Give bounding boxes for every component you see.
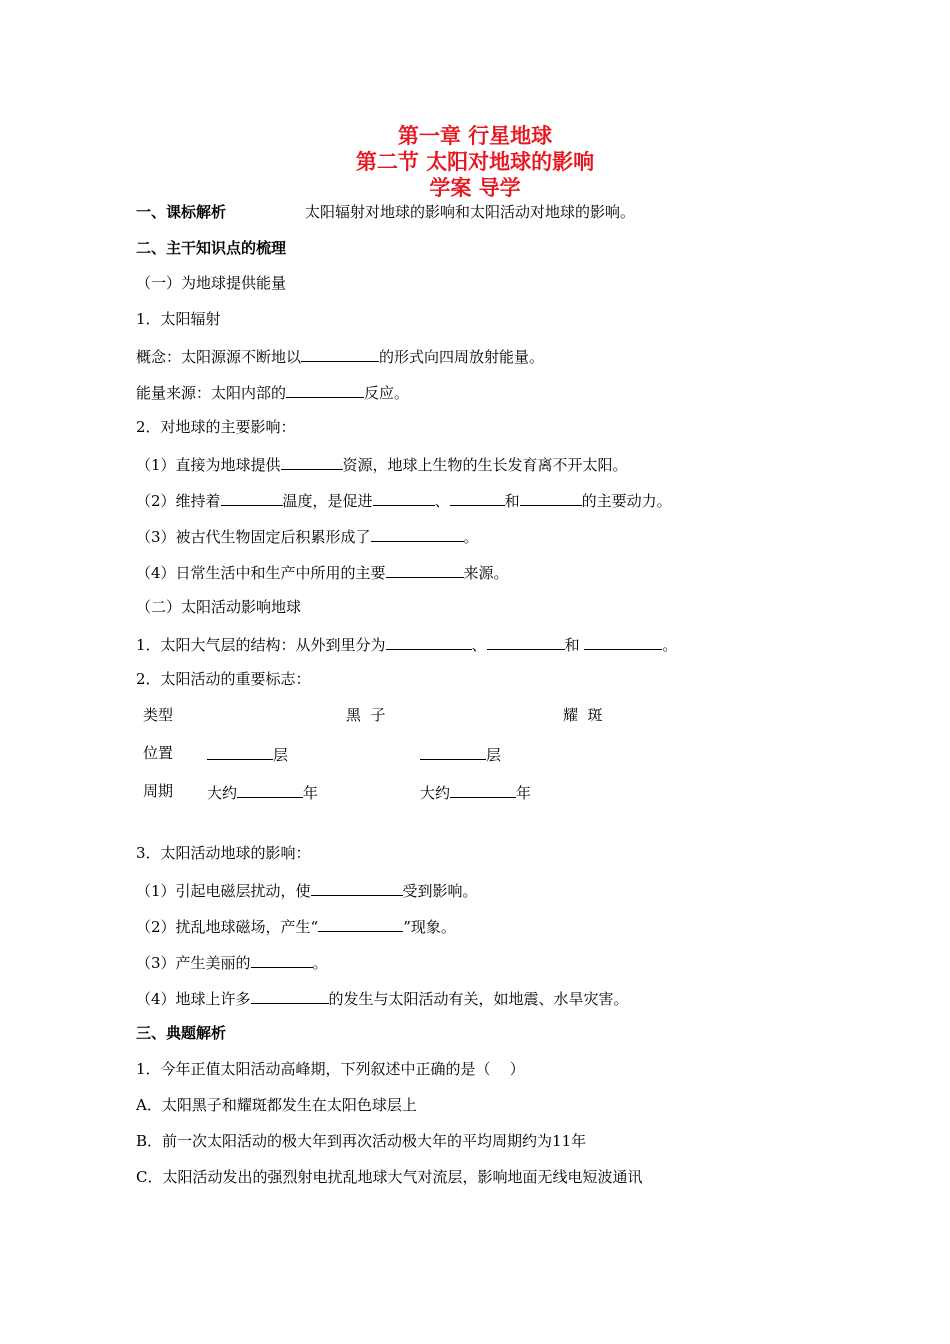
influence3-text-b: 。 xyxy=(312,954,328,972)
influence2-blank[interactable] xyxy=(318,915,403,932)
influence2-text-b: ”现象。 xyxy=(403,918,456,936)
concept-blank[interactable] xyxy=(301,345,379,362)
effect3-blank[interactable] xyxy=(371,525,464,542)
section1-text: 太阳辐射对地球的影响和太阳活动对地球的影响。 xyxy=(305,203,636,221)
effect-3 xyxy=(136,525,479,547)
sunspot-year-unit: 年 xyxy=(303,784,319,802)
table-col-sunspot: 黑 子 xyxy=(346,706,386,724)
influence-3 xyxy=(136,951,328,973)
effect2-text-c: 、 xyxy=(434,492,450,510)
flare-position xyxy=(420,743,501,765)
effect2-text-b: 温度，是促进 xyxy=(282,492,373,510)
effect2-text-d: 和 xyxy=(504,492,520,510)
atm-blank-1[interactable] xyxy=(386,633,472,650)
atmosphere-line xyxy=(136,633,677,655)
section1-heading: 一、课标解析 xyxy=(136,203,227,221)
table-cycle-label: 周期 xyxy=(143,782,174,800)
effect-2 xyxy=(136,489,672,511)
concept-line xyxy=(136,345,544,367)
influence4-blank[interactable] xyxy=(251,987,329,1004)
atm-blank-3[interactable] xyxy=(584,633,662,650)
influence1-text-a: （1）引起电磁层扰动，使 xyxy=(136,882,311,900)
option-c: C．太阳活动发出的强烈射电扰乱地球大气对流层，影响地面无线电短波通讯 xyxy=(136,1168,643,1186)
sunspot-position xyxy=(207,743,288,765)
section-title: 第二节 太阳对地球的影响 xyxy=(355,150,595,174)
flare-about: 大约 xyxy=(420,784,451,802)
concept-text-a: 概念：太阳源源不断地以 xyxy=(136,348,302,366)
influence3-blank[interactable] xyxy=(251,951,313,968)
sunspot-layer-unit: 层 xyxy=(273,746,289,764)
question-1: 1．今年正值太阳活动高峰期，下列叙述中正确的是（ ） xyxy=(136,1060,525,1078)
item-main-effects: 2．对地球的主要影响： xyxy=(136,418,296,436)
section2-heading: 二、主干知识点的梳理 xyxy=(136,239,287,257)
influence4-text-a: （4）地球上许多 xyxy=(136,990,251,1008)
atm-text-b: 、 xyxy=(471,636,487,654)
influence3-text-a: （3）产生美丽的 xyxy=(136,954,251,972)
effect4-text-a: （4）日常生活中和生产中所用的主要 xyxy=(136,564,386,582)
sunspot-cycle xyxy=(207,781,318,803)
table-position-label: 位置 xyxy=(143,744,174,762)
subtitle: 学案 导学 xyxy=(429,176,521,200)
influence2-text-a: （2）扰乱地球磁场，产生“ xyxy=(136,918,319,936)
atm-text-d: 。 xyxy=(662,636,678,654)
atm-text-c: 和 xyxy=(564,636,580,654)
flare-layer-blank[interactable] xyxy=(420,743,486,760)
effect3-text-b: 。 xyxy=(463,528,479,546)
effect1-text-b: 资源，地球上生物的生长发育离不开太阳。 xyxy=(342,456,628,474)
influence-1 xyxy=(136,879,478,901)
flare-cycle-blank[interactable] xyxy=(450,781,516,798)
item-solar-radiation: 1．太阳辐射 xyxy=(136,310,221,328)
influence4-text-b: 的发生与太阳活动有关，如地震、水旱灾害。 xyxy=(328,990,629,1008)
sunspot-cycle-blank[interactable] xyxy=(237,781,303,798)
atm-text-a: 1．太阳大气层的结构：从外到里分为 xyxy=(136,636,386,654)
concept-text-b: 的形式向四周放射能量。 xyxy=(379,348,545,366)
atm-blank-2[interactable] xyxy=(487,633,565,650)
energy-text-b: 反应。 xyxy=(364,384,410,402)
energy-text-a: 能量来源：太阳内部的 xyxy=(136,384,287,402)
influence1-text-b: 受到影响。 xyxy=(402,882,478,900)
effect2-blank-1[interactable] xyxy=(221,489,283,506)
option-a: A．太阳黑子和耀斑都发生在太阳色球层上 xyxy=(136,1096,417,1114)
energy-blank[interactable] xyxy=(286,381,364,398)
effect2-blank-2[interactable] xyxy=(373,489,435,506)
energy-line xyxy=(136,381,409,403)
influence1-blank[interactable] xyxy=(311,879,403,896)
influence-2 xyxy=(136,915,456,937)
effect2-text-a: （2）维持着 xyxy=(136,492,221,510)
effect4-blank[interactable] xyxy=(386,561,464,578)
influence-4 xyxy=(136,987,629,1009)
flare-cycle xyxy=(420,781,531,803)
influence-heading: 3．太阳活动地球的影响： xyxy=(136,844,311,862)
flare-layer-unit: 层 xyxy=(486,746,502,764)
effect4-text-b: 来源。 xyxy=(463,564,509,582)
signs-line: 2．太阳活动的重要标志： xyxy=(136,670,311,688)
effect2-blank-4[interactable] xyxy=(520,489,582,506)
option-b: B．前一次太阳活动的极大年到再次活动极大年的平均周期约为11年 xyxy=(136,1132,587,1150)
effect2-blank-3[interactable] xyxy=(450,489,505,506)
part2-heading: （二）太阳活动影响地球 xyxy=(136,598,302,616)
flare-year-unit: 年 xyxy=(516,784,532,802)
table-type-label: 类型 xyxy=(143,706,174,724)
effect1-blank[interactable] xyxy=(281,453,343,470)
effect3-text-a: （3）被古代生物固定后积累形成了 xyxy=(136,528,371,546)
sunspot-about: 大约 xyxy=(207,784,238,802)
effect2-text-e: 的主要动力。 xyxy=(581,492,672,510)
part1-heading: （一）为地球提供能量 xyxy=(136,274,287,292)
effect-1 xyxy=(136,453,628,475)
effect-4 xyxy=(136,561,509,583)
chapter-title: 第一章 行星地球 xyxy=(397,124,553,148)
table-col-flare: 耀 斑 xyxy=(563,706,603,724)
sunspot-layer-blank[interactable] xyxy=(207,743,273,760)
section3-heading: 三、典题解析 xyxy=(136,1024,227,1042)
effect1-text-a: （1）直接为地球提供 xyxy=(136,456,281,474)
